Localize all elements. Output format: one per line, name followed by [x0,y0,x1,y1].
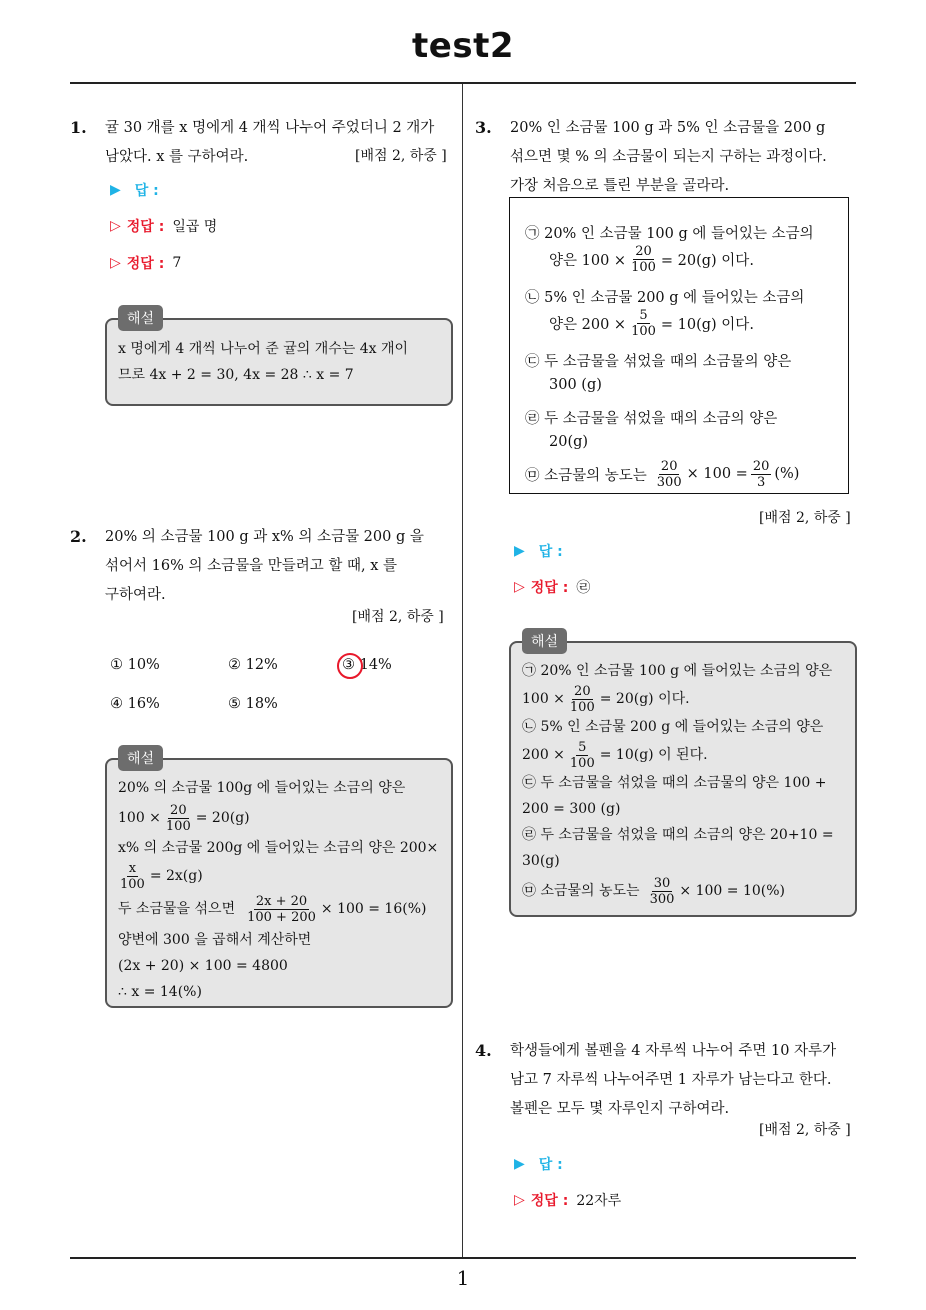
answer-line [110,180,159,200]
process-step-2-detail: 양은 200 × $\frac{5}{100}$ = 10(g) 이다. [549,307,754,339]
correct-answer-line [110,253,181,273]
triangle-outline-icon: ▷ [110,255,121,271]
question-line: 학생들에게 볼펜을 4 자루씩 나누어 주면 10 자루가 [510,1043,837,1059]
process-step-2: ㉡ 5% 인 소금물 200 g 에 들어있는 소금의 [525,290,805,306]
fraction: $\frac{5}{100}$ [631,307,656,339]
correct-value: 22자루 [576,1193,622,1209]
fraction: $\frac{20}{100}$ [165,802,191,834]
solution-line: ㉠ 20% 인 소금물 100 g 에 들어있는 소금의 양은 [522,663,833,679]
solution-line: 므로 4x + 2 = 30, 4x = 28 ∴ x = 7 [118,367,354,383]
correct-answer-line [514,1190,621,1210]
question-line: 남고 7 자루씩 나누어주면 1 자루가 남는다고 한다. [510,1072,832,1088]
solution-text [118,336,408,388]
correct-label: 정답 : [126,256,165,272]
solution-line: 200 × $\frac{5}{100}$ = 10(g) 이 된다. [522,739,708,771]
top-rule [70,82,856,84]
choice-3[interactable]: ③ 14% [342,657,392,673]
question-number: 1. [70,118,87,137]
selected-choice-circle [337,653,363,679]
fraction: $\frac{2x + 20}{100 + 200}$ [247,893,316,925]
question-text [105,523,424,610]
question-line: 섞어서 16% 의 소금물을 만들려고 할 때, x 를 [105,558,397,574]
question-line: 20% 의 소금물 100 g 과 x% 의 소금물 200 g 을 [105,529,424,545]
correct-label: 정답 : [126,219,165,235]
solution-text [118,775,448,1005]
solution-line: 100 × $\frac{20}{100}$ = 20(g) [118,802,250,834]
fraction: $\frac{30}{300}$ [649,875,675,907]
answer-line [514,1154,563,1174]
score-label: [배점 2, 하중 ] [759,1122,851,1138]
page-number: 1 [456,1266,470,1290]
answer-label: 답 : [134,183,159,199]
question-text [510,114,827,201]
solution-text [522,658,852,908]
choice-5[interactable]: ⑤ 18% [228,696,278,712]
question-line: 볼펜은 모두 몇 자루인지 구하여라. [510,1101,730,1117]
correct-value: 일곱 명 [172,219,218,235]
fraction: $\frac{20}{100}$ [569,683,595,715]
solution-line: ∴ x = 14(%) [118,984,202,1000]
process-step-5: ㉤ 소금물의 농도는 $\frac{20}{300}$ × 100 = $\frac{20}{3}$ (%) [525,458,800,490]
question-line: 가장 처음으로 틀린 부분을 골라라. [510,178,730,194]
question-number: 4. [475,1041,492,1060]
fraction: $\frac{x}{100}$ [120,860,145,892]
question-number: 2. [70,527,87,546]
correct-value: 7 [172,255,182,271]
choice-2[interactable]: ② 12% [228,657,278,673]
answer-line [514,541,563,561]
process-step-4: ㉣ 두 소금물을 섞었을 때의 소금의 양은 [525,411,778,427]
solution-line: ㉤ 소금물의 농도는 $\frac{30}{300}$ × 100 = 10(%) [522,875,785,907]
page-title: test2 [412,26,514,66]
solution-line: x 명에게 4 개씩 나누어 준 귤의 개수는 4x 개이 [118,341,409,357]
bottom-rule [70,1257,856,1259]
solution-line: ㉢ 두 소금물을 섞었을 때의 소금물의 양은 100 + [522,775,827,791]
score-label: [배점 2, 하중 ] [352,609,444,625]
triangle-outline-icon: ▷ [514,1192,525,1208]
answer-label: 답 : [538,1157,563,1173]
correct-answer-line [514,577,590,597]
question-line: 섞으면 몇 % 의 소금물이 되는지 구하는 과정이다. [510,149,827,165]
solution-line: 200 = 300 (g) [522,801,621,817]
play-icon: ▶ [110,182,121,198]
process-step-1: ㉠ 20% 인 소금물 100 g 에 들어있는 소금의 [525,226,814,242]
question-line: 귤 30 개를 x 명에게 4 개씩 나누어 주었더니 2 개가 [105,120,435,136]
process-step-3: ㉢ 두 소금물을 섞었을 때의 소금물의 양은 [525,354,792,370]
correct-value: ㉣ [576,580,591,596]
solution-line: x% 의 소금물 200g 에 들어있는 소금의 양은 200× [118,840,439,856]
fraction: $\frac{20}{300}$ [656,458,682,490]
correct-answer-line [110,216,217,236]
score-label: [배점 2, 하중 ] [355,148,447,164]
solution-line: 30(g) [522,853,560,869]
process-step-4-detail: 20(g) [549,434,589,450]
process-step-1-detail: 양은 100 × $\frac{20}{100}$ = 20(g) 이다. [549,243,754,275]
solution-tag: 해설 [522,628,567,654]
play-icon: ▶ [514,1156,525,1172]
question-number: 3. [475,118,492,137]
column-divider [462,84,463,1257]
solution-tag: 해설 [118,305,163,331]
fraction: $\frac{20}{100}$ [631,243,656,275]
solution-line: 20% 의 소금물 100g 에 들어있는 소금의 양은 [118,780,406,796]
solution-line: 두 소금물을 섞으면 $\frac{2x + 20}{100 + 200}$ × 100 = 16(%) [118,893,427,925]
solution-line: 100 × $\frac{20}{100}$ = 20(g) 이다. [522,683,690,715]
score-label: [배점 2, 하중 ] [759,510,851,526]
question-line: 20% 인 소금물 100 g 과 5% 인 소금물을 200 g [510,120,826,136]
fraction: $\frac{5}{100}$ [569,739,595,771]
solution-tag: 해설 [118,745,163,771]
triangle-outline-icon: ▷ [110,218,121,234]
choice-4[interactable]: ④ 16% [110,696,160,712]
question-text [510,1037,836,1124]
solution-line: 양변에 300 을 곱해서 계산하면 [118,932,312,948]
solution-line: ㉡ 5% 인 소금물 200 g 에 들어있는 소금의 양은 [522,719,824,735]
choice-1[interactable]: ① 10% [110,657,160,673]
answer-label: 답 : [538,544,563,560]
process-step-3-detail: 300 (g) [549,377,602,393]
correct-label: 정답 : [530,1193,569,1209]
triangle-outline-icon: ▷ [514,579,525,595]
correct-label: 정답 : [530,580,569,596]
play-icon: ▶ [514,543,525,559]
question-line: 남았다. x 를 구하여라. [105,149,249,165]
solution-line: ㉣ 두 소금물을 섞었을 때의 소금의 양은 20+10 = [522,827,834,843]
solution-line: $\frac{x}{100}$ = 2x(g) [120,860,203,892]
fraction: $\frac{20}{3}$ [752,458,770,490]
solution-line: (2x + 20) × 100 = 4800 [118,958,288,974]
question-line: 구하여라. [105,587,166,603]
